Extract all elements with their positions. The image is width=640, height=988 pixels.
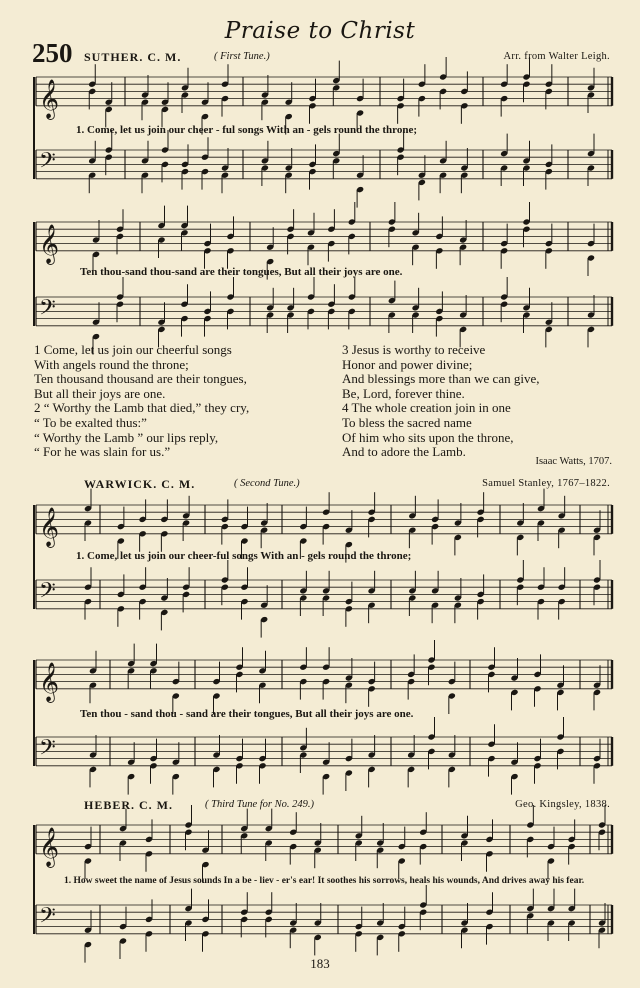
stanza-line: 4 The whole creation join in one: [342, 400, 511, 416]
stanza-line: 3 Jesus is worthy to receive: [342, 342, 486, 357]
tune-note-third: ( Third Tune for No. 249.): [205, 799, 314, 810]
bass-clef-icon: 𝄢: [39, 148, 56, 179]
tune-name-suther: SUTHER. C. M.: [84, 50, 182, 64]
stanza-line: With angels round the throne;: [34, 356, 189, 372]
lyric-line-warwick-1: 1. Come, let us join our cheer-ful songs With an - gels round the throne;: [76, 550, 412, 562]
tune-note-second: ( Second Tune.): [234, 478, 300, 489]
lyric-line-suther-2: Ten thou-sand thou-sand are their tongues, But all their joys are one.: [80, 266, 403, 278]
stanza-line: “ Worthy the Lamb ” our lips reply,: [34, 429, 219, 445]
treble-clef-icon: 𝄞: [39, 506, 60, 547]
stanza-line: And to adore the Lamb.: [342, 444, 466, 460]
stanza-line: 1 Come, let us join our cheerful songs: [34, 342, 232, 357]
bass-clef-icon: 𝄢: [39, 295, 56, 326]
treble-clef-icon: 𝄞: [39, 661, 60, 702]
lyric-line-warwick-2: Ten thou - sand thou - sand are their tongues, But all their joys are one.: [80, 708, 414, 720]
stanza-line: And blessings more than we can give,: [342, 371, 540, 387]
page-number: 183: [310, 956, 330, 971]
stanza-line: Be, Lord, forever thine.: [342, 385, 465, 401]
treble-clef-icon: 𝄞: [39, 78, 60, 119]
lyric-line-heber-1: 1. How sweet the name of Jesus sounds In a be - liev - er's ear! It soothes his sorrows, heals his wounds, And drives away his fear.: [64, 876, 585, 886]
stanza-line: 2 “ Worthy the Lamb that died,” they cry,: [34, 400, 250, 416]
bass-clef-icon: 𝄢: [39, 578, 56, 609]
stanza-line: Ten thousand thousand are their tongues,: [34, 371, 247, 387]
tune-note-first: ( First Tune.): [214, 51, 270, 62]
composer-heber: Geo. Kingsley, 1838.: [515, 799, 610, 810]
hymn-number: 250: [32, 38, 73, 68]
tune-name-warwick: WARWICK. C. M.: [84, 477, 196, 491]
treble-clef-icon: 𝄞: [39, 223, 60, 264]
composer-warwick: Samuel Stanley, 1767–1822.: [482, 478, 610, 489]
bass-clef-icon: 𝄢: [39, 903, 56, 934]
stanza-line: “ For he was slain for us.”: [34, 444, 171, 460]
stanza-line: “ To be exalted thus:”: [34, 414, 147, 430]
stanza-line: Of him who sits upon the throne,: [342, 429, 514, 445]
text-author: Isaac Watts, 1707.: [535, 456, 612, 467]
lyric-line-suther-1: 1. Come, let us join our cheer - ful songs With an - gels round the throne;: [76, 124, 418, 136]
page-title: Praise to Christ: [224, 18, 416, 44]
treble-clef-icon: 𝄞: [39, 826, 60, 867]
stanza-line: To bless the sacred name: [342, 414, 472, 430]
stanza-line: Honor and power divine;: [342, 356, 473, 372]
composer-suther: Arr. from Walter Leigh.: [503, 51, 610, 62]
tune-name-heber: HEBER. C. M.: [84, 798, 174, 812]
stanza-line: But all their joys are one.: [34, 385, 166, 401]
bass-clef-icon: 𝄢: [39, 735, 56, 766]
